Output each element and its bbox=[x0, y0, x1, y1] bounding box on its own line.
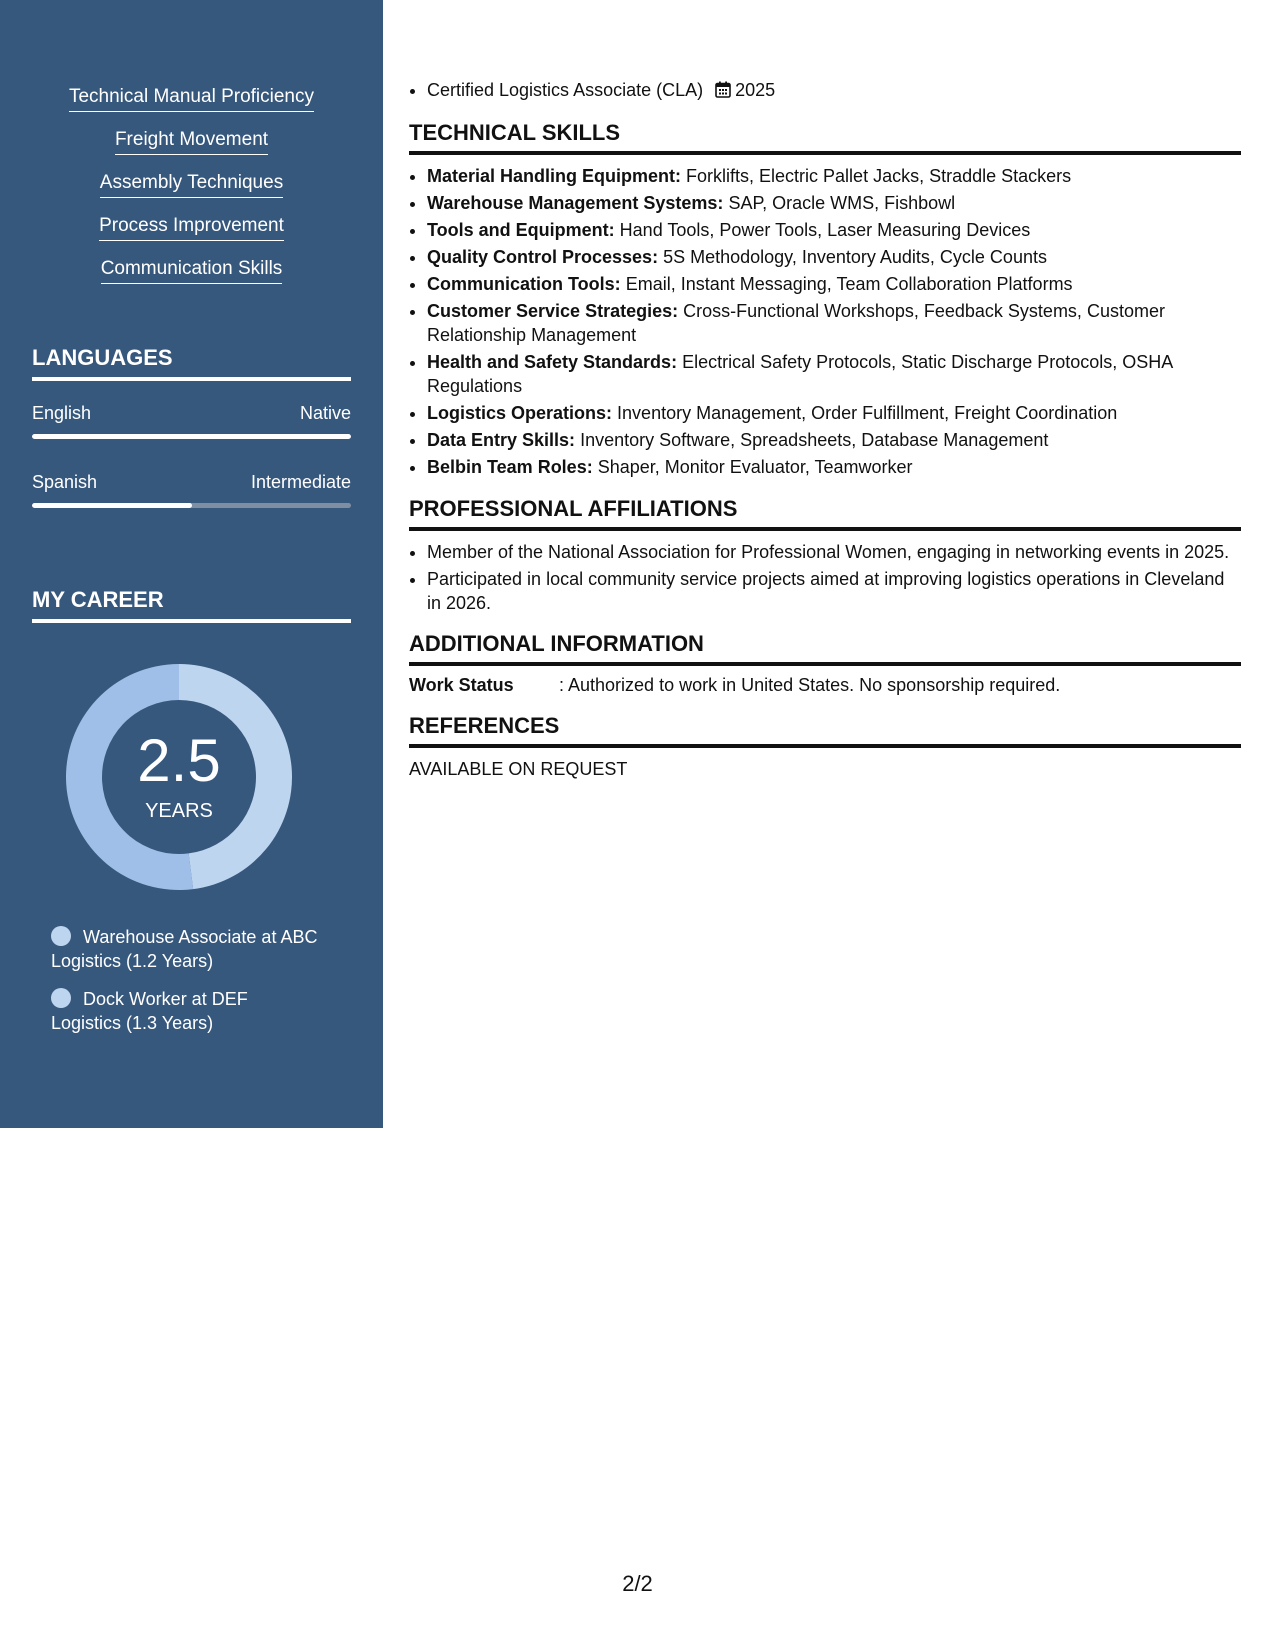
skill-label: Health and Safety Standards: bbox=[427, 352, 678, 372]
certification-list bbox=[409, 78, 1241, 102]
languages-heading: LANGUAGES bbox=[32, 345, 351, 381]
skill-value: 5S Methodology, Inventory Audits, Cycle Counts bbox=[663, 247, 1047, 267]
skill-tags bbox=[0, 86, 383, 301]
career-item bbox=[51, 987, 321, 1035]
language-row bbox=[32, 403, 351, 424]
skill-tag: Freight Movement bbox=[115, 129, 268, 155]
skill-value: Cross-Functional Workshops, Feedback Systems, Customer Relationship Management bbox=[427, 301, 1165, 345]
skill-label: Quality Control Processes: bbox=[427, 247, 659, 267]
skill-tag: Process Improvement bbox=[99, 215, 284, 241]
skill-label: Warehouse Management Systems: bbox=[427, 193, 724, 213]
skill-item bbox=[427, 218, 1241, 242]
skill-value: SAP, Oracle WMS, Fishbowl bbox=[728, 193, 956, 213]
skill-tag: Assembly Techniques bbox=[100, 172, 283, 198]
skill-item bbox=[427, 245, 1241, 269]
certification-item bbox=[427, 78, 1241, 102]
skill-label: Tools and Equipment: bbox=[427, 220, 615, 240]
references-text: AVAILABLE ON REQUEST bbox=[409, 759, 628, 779]
page-number: 2/2 bbox=[622, 1571, 653, 1596]
affiliation-item: • Member of the National Association for Professional Women, engaging in networking events in 2025. bbox=[427, 540, 1241, 564]
skill-value: Inventory Software, Spreadsheets, Database Management bbox=[580, 430, 1049, 450]
career-label: Warehouse Associate at ABC Logistics (1.2 Years) bbox=[51, 927, 318, 971]
skill-label: Customer Service Strategies: bbox=[427, 301, 679, 321]
affiliations-heading: PROFESSIONAL AFFILIATIONS bbox=[409, 496, 1241, 531]
career-label: Dock Worker at DEF Logistics (1.3 Years) bbox=[51, 989, 248, 1033]
skill-item bbox=[427, 299, 1241, 347]
skill-label: Material Handling Equipment: bbox=[427, 166, 682, 186]
language-bar-fill bbox=[32, 503, 192, 508]
skill-label: Communication Tools: bbox=[427, 274, 621, 294]
career-list bbox=[51, 925, 321, 1049]
language-bar-fill bbox=[32, 434, 351, 439]
language-name: English bbox=[32, 403, 92, 423]
skill-value: Forklifts, Electric Pallet Jacks, Straddle Stackers bbox=[686, 166, 1072, 186]
skill-value: Inventory Management, Order Fulfillment, Freight Coordination bbox=[617, 403, 1118, 423]
skill-item bbox=[427, 428, 1241, 452]
career-total: 2.5 bbox=[137, 727, 221, 794]
affiliations-list bbox=[409, 540, 1241, 615]
skill-tag: Technical Manual Proficiency bbox=[69, 86, 314, 112]
language-name: Spanish bbox=[32, 472, 98, 492]
skill-item bbox=[427, 191, 1241, 215]
calendar-icon bbox=[715, 81, 731, 98]
sidebar bbox=[0, 0, 383, 1128]
technical-skills-heading: TECHNICAL SKILLS bbox=[409, 120, 1241, 155]
skill-tag: Communication Skills bbox=[101, 258, 283, 284]
skill-item bbox=[427, 455, 1241, 479]
language-bar bbox=[32, 503, 351, 508]
skill-item bbox=[427, 272, 1241, 296]
work-status-row bbox=[409, 673, 1241, 697]
skill-label: Logistics Operations: bbox=[427, 403, 613, 423]
work-status-label: Work Status bbox=[409, 675, 514, 695]
certification-year: 2025 bbox=[735, 80, 776, 100]
language-level: Native bbox=[299, 403, 351, 423]
skill-item bbox=[427, 401, 1241, 425]
references-heading: REFERENCES bbox=[409, 713, 1241, 748]
career-item bbox=[51, 925, 321, 973]
skill-item bbox=[427, 350, 1241, 398]
career-unit: YEARS bbox=[145, 800, 213, 822]
language-level: Intermediate bbox=[250, 472, 351, 492]
affiliation-item: • Participated in local community service projects aimed at improving logistics operations in Cleveland in 2026. bbox=[427, 567, 1241, 615]
language-bar bbox=[32, 434, 351, 439]
technical-skills-list bbox=[409, 164, 1241, 479]
skill-label: Belbin Team Roles: bbox=[427, 457, 593, 477]
skill-value: Email, Instant Messaging, Team Collaboration Platforms bbox=[625, 274, 1073, 294]
skill-value: Shaper, Monitor Evaluator, Teamworker bbox=[597, 457, 913, 477]
work-status-value: : Authorized to work in United States. No sponsorship required. bbox=[559, 675, 1061, 695]
skill-value: Electrical Safety Protocols, Static Discharge Protocols, OSHA Regulations bbox=[427, 352, 1173, 396]
career-donut-chart bbox=[66, 664, 292, 890]
skill-value: Hand Tools, Power Tools, Laser Measuring Devices bbox=[619, 220, 1031, 240]
career-dot bbox=[51, 926, 71, 946]
additional-info-heading: ADDITIONAL INFORMATION bbox=[409, 631, 1241, 666]
skill-label: Data Entry Skills: bbox=[427, 430, 576, 450]
skill-item bbox=[427, 164, 1241, 188]
main-content bbox=[409, 78, 1241, 781]
language-row bbox=[32, 472, 351, 493]
career-heading: MY CAREER bbox=[32, 587, 351, 623]
career-dot bbox=[51, 988, 71, 1008]
certification-name: Certified Logistics Associate (CLA) bbox=[427, 80, 704, 100]
